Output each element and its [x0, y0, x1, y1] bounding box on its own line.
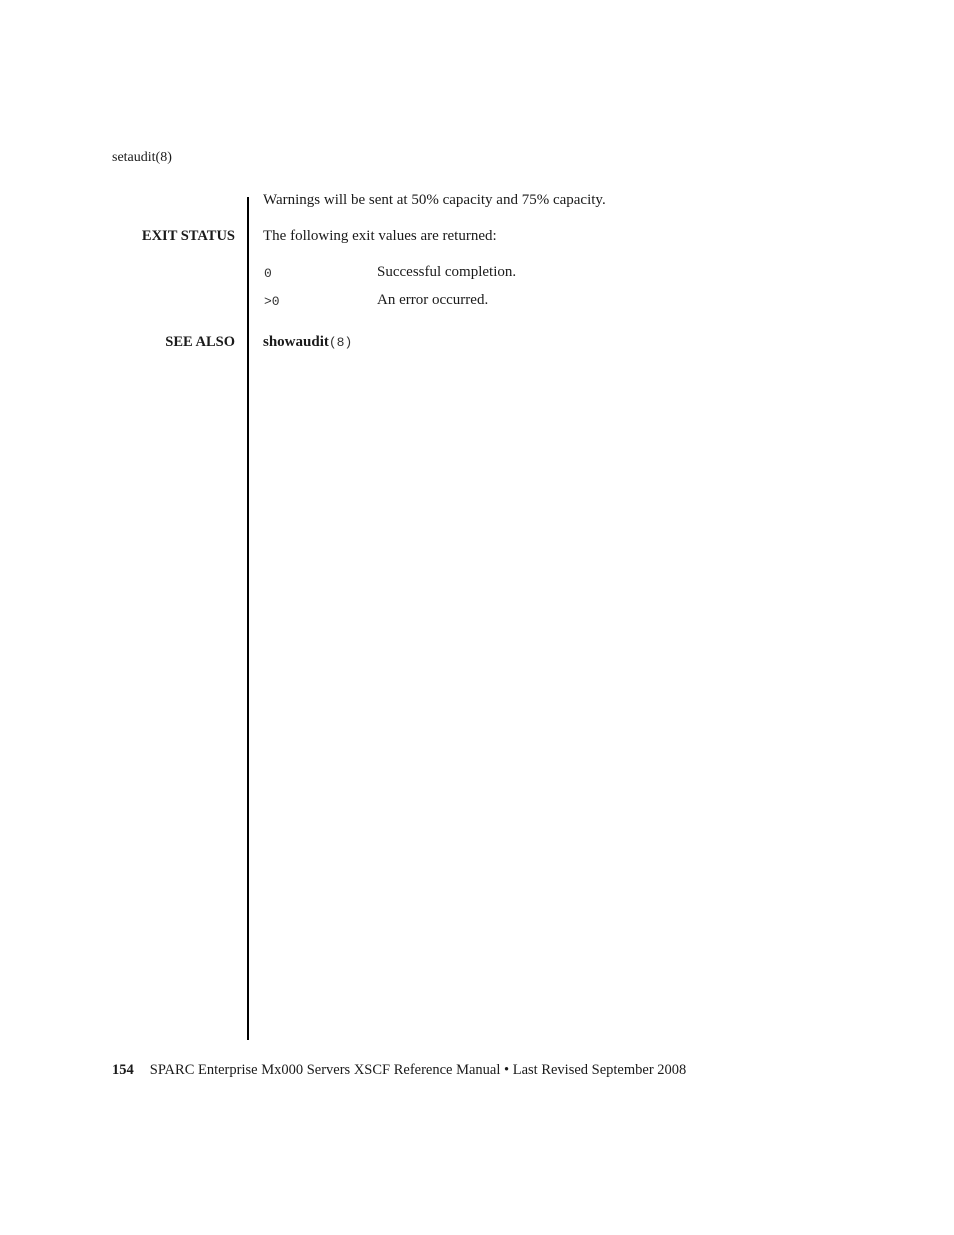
exit-status-heading: EXIT STATUS: [141, 228, 235, 244]
exit-desc-success: Successful completion.: [377, 264, 517, 280]
see-also-heading: SEE ALSO: [165, 334, 235, 350]
page-number: 154: [112, 1062, 134, 1078]
footer-title: SPARC Enterprise Mx000 Servers XSCF Reference Manual • Last Revised September 2008: [149, 1062, 687, 1078]
margin-rule: [247, 197, 249, 1040]
see-also-section: (8): [328, 335, 353, 350]
see-also-command: showaudit: [263, 334, 329, 350]
page-footer: [112, 1062, 686, 1079]
exit-desc-error: An error occurred.: [377, 292, 489, 308]
capacity-warning-text: Warnings will be sent at 50% capacity and 75% capacity.: [263, 192, 606, 208]
running-header: setaudit(8): [112, 150, 172, 165]
exit-code-error: >0: [264, 294, 280, 309]
see-also-reference: [263, 334, 352, 351]
exit-code-success: 0: [264, 266, 272, 281]
exit-status-intro: The following exit values are returned:: [263, 228, 497, 244]
